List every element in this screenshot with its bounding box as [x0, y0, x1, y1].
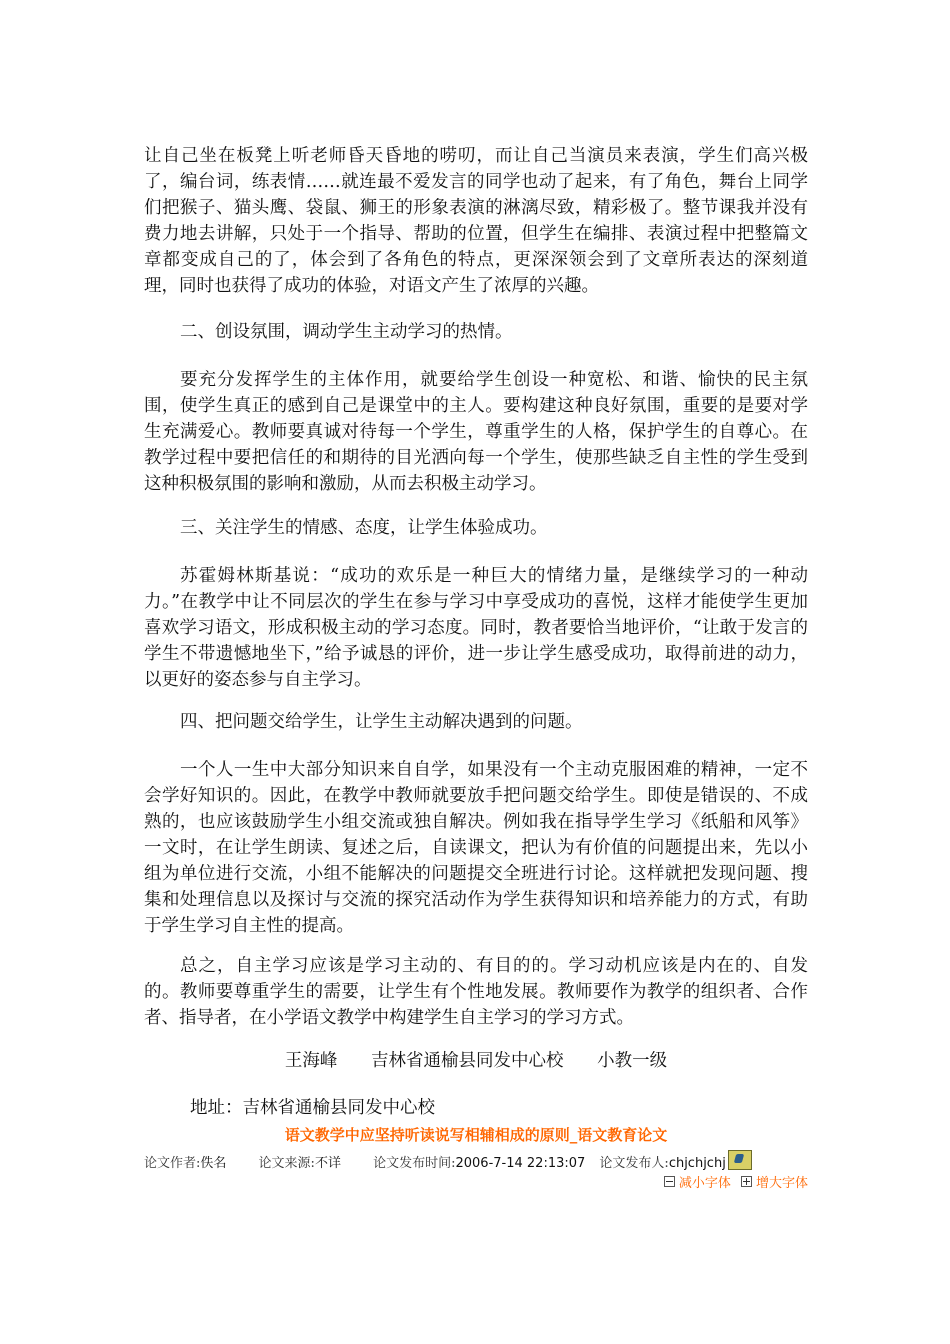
author-signature [144, 1048, 808, 1074]
increase-font-label: 增大字体 [755, 1176, 808, 1191]
meta-time-value: 2006-7-14 22:13:07 [455, 1156, 586, 1171]
next-article-title[interactable]: 语文教学中应坚持听读说写相辅相成的原则_语文教育论文 [284, 1126, 668, 1144]
meta-time [373, 1155, 595, 1173]
paragraph-section-2: 要充分发挥学生的主体作用，就要给学生创设一种宽松、和谐、愉快的民主氛围，使学生真正的感到自己是课堂中的主人。要构建这种良好氛围，重要的是要对学生充满爱心。教师要真诚对待每一个学生，尊重学生的人格，保护学生的自尊心。在教学过程中要把信任的和期待的目光洒向每一个学生，使那些缺乏自主性的学生受到这种积极氛围的影响和激励，从而去积极主动学习。 [144, 370, 808, 494]
section-heading-3: 三、关注学生的情感、态度，让学生体验成功。 [180, 518, 548, 538]
paragraph-section-3: 苏霍姆林斯基说：“成功的欢乐是一种巨大的情绪力量，是继续学习的一种动力。”在教学中让不同层次的学生在参与学习中享受成功的喜悦，这样才能使学生更加喜欢学习语文，形成积极主动的学习态度。同时，教者要恰当地评价，“让敢于发言的学生不带遗憾地坐下，”给予诚恳的评价，进一步让学生感受成功，取得前进的动力，以更好的姿态参与自主学习。 [144, 566, 808, 690]
meta-publisher-label: 论文发布人: [599, 1156, 669, 1171]
meta-author-value: 佚名 [200, 1156, 227, 1171]
signature-school: 吉林省通榆县同发中心校 [371, 1051, 564, 1071]
paragraph-continued: 让自己坐在板凳上听老师昏天昏地的唠叨，而让自己当演员来表演，学生们高兴极了，编台词，练表情……就连最不爱发言的同学也动了起来，有了角色，舞台上同学们把猴子、猫头鹰、袋鼠、狮王的形象表演的淋漓尽致，精彩极了。整节课我并没有费力地去讲解，只处于一个指导、帮助的位置，但学生在编排、表演过程中把整篇文章都变成自己的了，体会到了各角色的特点，更深深领会到了文章所表达的深刻道理，同时也获得了成功的体验，对语文产生了浓厚的兴趣。 [144, 146, 808, 296]
meta-time-label: 论文发布时间: [373, 1156, 456, 1171]
minus-box-icon [664, 1176, 675, 1187]
signature-author: 王海峰 [284, 1051, 338, 1071]
meta-author-label: 论文作者: [144, 1156, 201, 1171]
paragraph-section-4: 一个人一生中大部分知识来自自学，如果没有一个主动克服困难的精神，一定不会学好知识的。因此，在教学中教师就要放手把问题交给学生。即使是错误的、不成熟的，也应该鼓励学生小组交流或独自解决。例如我在指导学生学习《纸船和风筝》一文时，在让学生朗读、复述之后，自读课文，把认为有价值的问题提出来，先以小组为单位进行交流，小组不能解决的问题提交全班进行讨论。这样就把发现问题、搜集和处理信息以及探讨与交流的探究活动作为学生获得知识和培养能力的方式，有助于学生学习自主性的提高。 [144, 760, 808, 936]
section-heading-2: 二、创设氛围，调动学生主动学习的热情。 [180, 322, 513, 342]
author-address: 地址：吉林省通榆县同发中心校 [190, 1098, 435, 1118]
meta-source [259, 1155, 369, 1173]
paragraph-conclusion: 总之，自主学习应该是学习主动的、有目的的。学习动机应该是内在的、自发的。教师要尊重学生的需要，让学生有个性地发展。教师要作为教学的组织者、合作者、指导者，在小学语文教学中构建学生自主学习的学习方式。 [144, 956, 808, 1028]
publisher-icon[interactable] [728, 1150, 752, 1170]
meta-source-label: 论文来源: [258, 1156, 315, 1171]
meta-author [144, 1155, 254, 1173]
signature-title: 小教一级 [597, 1051, 668, 1071]
plus-box-icon [741, 1176, 752, 1187]
section-heading-4: 四、把问题交给学生，让学生主动解决遇到的问题。 [180, 712, 583, 732]
decrease-font-label: 减小字体 [678, 1176, 731, 1191]
article-meta [144, 1150, 808, 1173]
font-size-controls [658, 1175, 808, 1193]
meta-source-value: 不详 [314, 1156, 341, 1171]
decrease-font-button[interactable] [664, 1176, 731, 1191]
meta-publisher-value[interactable]: chjchjchj [668, 1156, 726, 1171]
meta-publisher [599, 1150, 751, 1173]
increase-font-button[interactable] [741, 1176, 808, 1191]
